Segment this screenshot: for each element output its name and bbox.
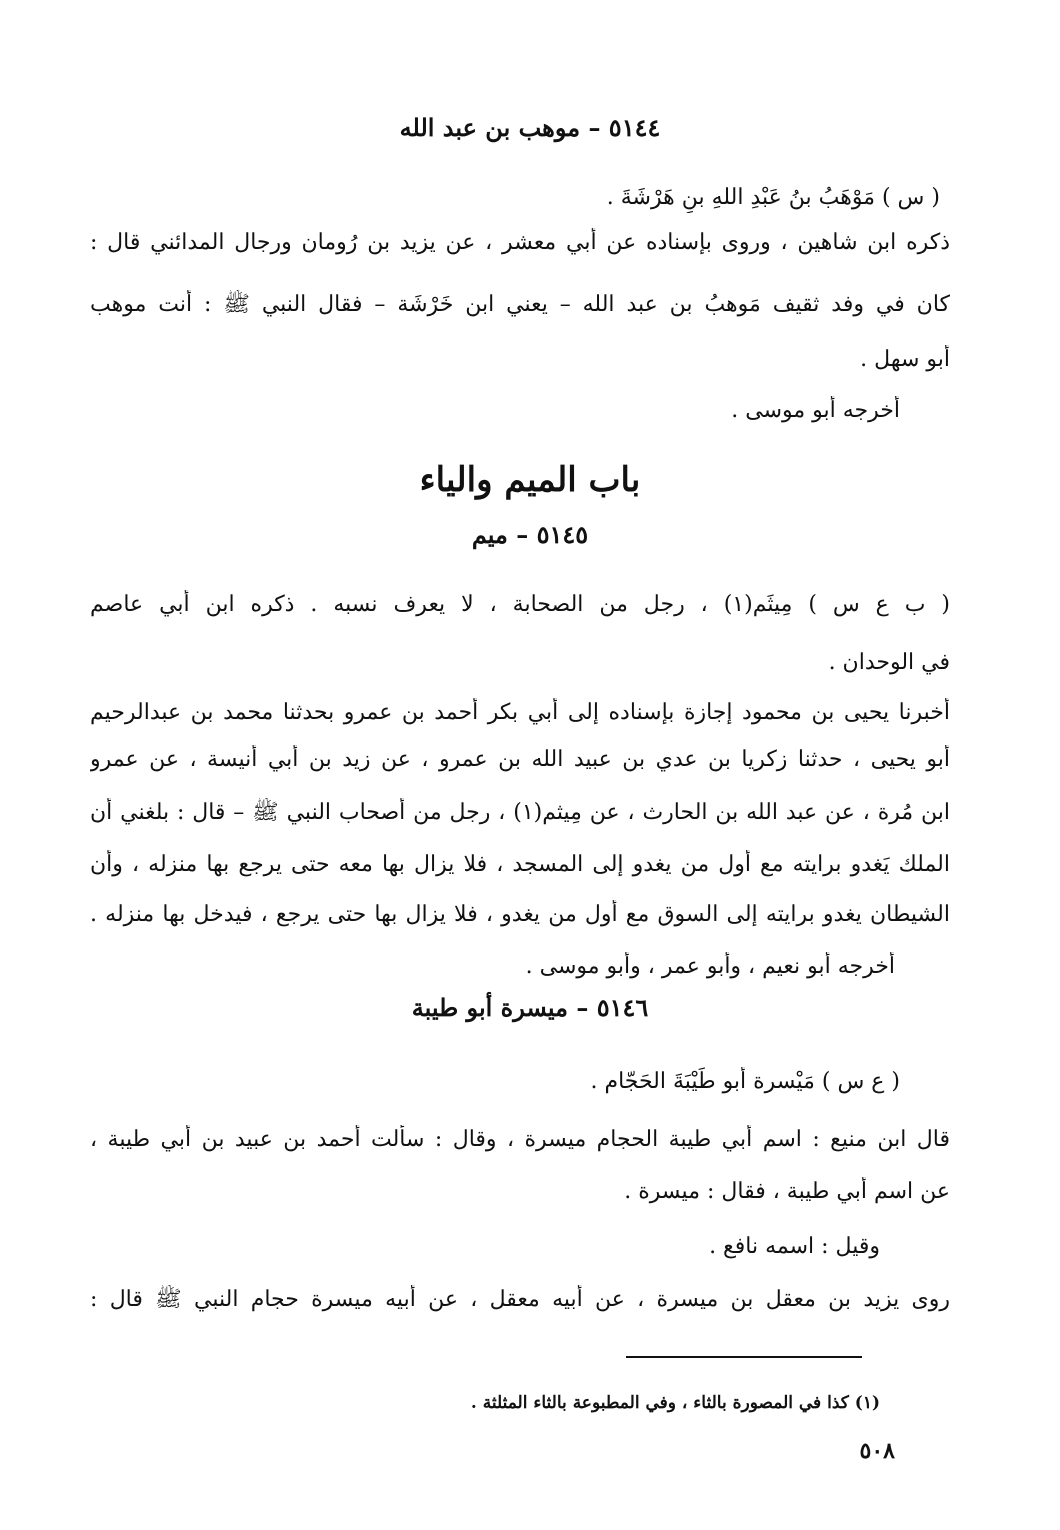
- entry-5144-line: أخرجه أبو موسى .: [731, 398, 900, 423]
- entry-5144-line: ( س ) مَوْهَبُ بنُ عَبْدِ اللهِ بنِ هَرْشَةَ .: [606, 185, 940, 210]
- entry-5145-line: في الوحدان .: [828, 650, 950, 675]
- entry-5146-line: روى يزيد بن معقل بن ميسرة ، عن أبيه معقل ، عن أبيه ميسرة حجام النبي ﷺ قال :: [90, 1287, 950, 1312]
- entry-5144-line: كان في وفد ثقيف مَوهبُ بن عبد الله – يعني ابن خَرْشَة – فقال النبي ﷺ : أنت موهب: [90, 292, 950, 317]
- entry-5146-line: عن اسم أبي طيبة ، فقال : ميسرة .: [624, 1179, 950, 1204]
- entry-5145-line: ابن مُرة ، عن عبد الله بن الحارث ، عن مِيثم(١) ، رجل من أصحاب النبي ﷺ – قال : بلغني أن: [90, 800, 950, 825]
- entry-5145-line: أخبرنا يحيى بن محمود إجازة بإسناده إلى أبي بكر أحمد بن عمرو بحدثنا محمد بن عبدالرحيم: [90, 700, 950, 725]
- entry-heading-5146: ٥١٤٦ – ميسرة أبو طيبة: [411, 993, 649, 1022]
- footnote-rule: [626, 1356, 862, 1358]
- entry-5145-line: ( ب ع س ) مِيثَم(١) ، رجل من الصحابة ، لا يعرف نسبه . ذكره ابن أبي عاصم: [90, 592, 950, 617]
- entry-5146-line: قال ابن منيع : اسم أبي طيبة الحجام ميسرة ، وقال : سألت أحمد بن عبيد بن أبي طيبة ،: [90, 1127, 950, 1152]
- entry-5144-line: أبو سهل .: [860, 347, 950, 372]
- entry-heading-5144: ٥١٤٤ – موهب بن عبد الله: [399, 113, 661, 142]
- entry-5146-line: وقيل : اسمه نافع .: [709, 1234, 880, 1259]
- footnote: (١) كذا في المصورة بالثاء ، وفي المطبوعة بالثاء المثلثة .: [470, 1393, 880, 1413]
- page-number: ٥٠٨: [859, 1438, 895, 1464]
- entry-heading-5145: ٥١٤٥ – ميم: [471, 520, 589, 549]
- entry-5144-line: ذكره ابن شاهين ، وروى بإسناده عن أبي معشر ، عن يزيد بن رُومان ورجال المدائني قال :: [90, 230, 950, 255]
- entry-5145-line: الملك يَغدو برايته مع أول من يغدو إلى المسجد ، فلا يزال بها معه حتى يرجع بها منزله ، وأن: [90, 852, 950, 877]
- chapter-title: باب الميم والياء: [419, 460, 641, 500]
- entry-5145-line: أخرجه أبو نعيم ، وأبو عمر ، وأبو موسى .: [525, 954, 895, 979]
- entry-5145-line: أبو يحيى ، حدثنا زكريا بن عدي بن عبيد الله بن عمرو ، عن زيد بن أبي أُنيسة ، عن عمرو: [90, 747, 950, 772]
- entry-5145-line: الشيطان يغدو برايته إلى السوق مع أول من يغدو ، فلا يزال بها حتى يرجع ، فيدخل بها منزله .: [90, 902, 950, 927]
- entry-5146-line: ( ع س ) مَيْسرة أبو طَيْبَةَ الحَجّام .: [590, 1069, 900, 1094]
